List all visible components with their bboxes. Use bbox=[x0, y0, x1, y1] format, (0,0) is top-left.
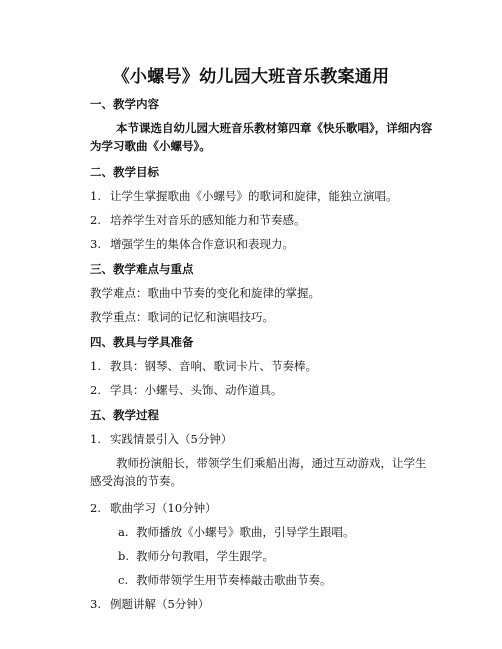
section-heading-process: 五、教学过程 bbox=[90, 408, 159, 422]
process-step bbox=[90, 431, 232, 447]
material-number: 2. bbox=[90, 383, 101, 397]
content-paragraph-line1: 本节课选自幼儿园大班音乐教材第四章《快乐歌唱》，详细内容 bbox=[116, 121, 433, 135]
goal-text: 培养学生对音乐的感知能力和节奏感。 bbox=[110, 213, 306, 227]
goal-number: 3. bbox=[90, 237, 101, 251]
material-text: 学具：小螺号、头饰、动作道具。 bbox=[110, 383, 283, 397]
goal-text: 增强学生的集体合作意识和表现力。 bbox=[110, 237, 294, 251]
step-number: 3. bbox=[90, 597, 101, 611]
material-number: 1. bbox=[90, 359, 101, 373]
sub-step-text: 教师分句教唱，学生跟学。 bbox=[136, 549, 274, 563]
step-description-line2: 感受海浪的节奏。 bbox=[90, 474, 182, 488]
difficulty-text: 教学难点：歌曲中节奏的变化和旋律的掌握。 bbox=[90, 286, 320, 300]
step-number: 1. bbox=[90, 432, 101, 446]
sub-step-item bbox=[118, 548, 274, 564]
step-title: 歌曲学习（10分钟） bbox=[110, 501, 217, 515]
goal-item bbox=[90, 236, 294, 252]
sub-step-item bbox=[118, 572, 332, 588]
content-paragraph-line2: 为学习歌曲《小螺号》。 bbox=[90, 139, 211, 153]
goal-text: 让学生掌握歌曲《小螺号》的歌词和旋律，能独立演唱。 bbox=[110, 189, 398, 203]
sub-step-letter: c. bbox=[118, 573, 129, 587]
sub-step-letter: a. bbox=[118, 525, 129, 539]
goal-number: 1. bbox=[90, 189, 101, 203]
sub-step-text: 教师带领学生用节奏棒敲击歌曲节奏。 bbox=[136, 573, 332, 587]
material-text: 教具：钢琴、音响、歌词卡片、节奏棒。 bbox=[110, 359, 317, 373]
step-title: 例题讲解（5分钟） bbox=[110, 597, 210, 611]
section-heading-content: 一、教学内容 bbox=[90, 97, 159, 111]
section-heading-goals: 二、教学目标 bbox=[90, 165, 159, 179]
process-step bbox=[90, 596, 209, 612]
goal-number: 2. bbox=[90, 213, 101, 227]
document-title: 《小螺号》幼儿园大班音乐教案通用 bbox=[112, 67, 390, 87]
process-step bbox=[90, 500, 217, 516]
sub-step-item bbox=[118, 524, 355, 540]
sub-step-text: 教师播放《小螺号》歌曲，引导学生跟唱。 bbox=[136, 525, 355, 539]
material-item bbox=[90, 382, 283, 398]
step-number: 2. bbox=[90, 501, 101, 515]
section-heading-materials: 四、教具与学具准备 bbox=[90, 335, 194, 349]
goal-item bbox=[90, 212, 306, 228]
section-heading-difficulty: 三、教学难点与重点 bbox=[90, 262, 194, 276]
material-item bbox=[90, 358, 317, 374]
step-title: 实践情景引入（5分钟） bbox=[110, 432, 233, 446]
goal-item bbox=[90, 188, 398, 204]
step-description-line1: 教师扮演船长，带领学生们乘船出海，通过互动游戏，让学生 bbox=[116, 456, 427, 470]
sub-step-letter: b. bbox=[118, 549, 130, 563]
key-point-text: 教学重点：歌词的记忆和演唱技巧。 bbox=[90, 310, 274, 324]
